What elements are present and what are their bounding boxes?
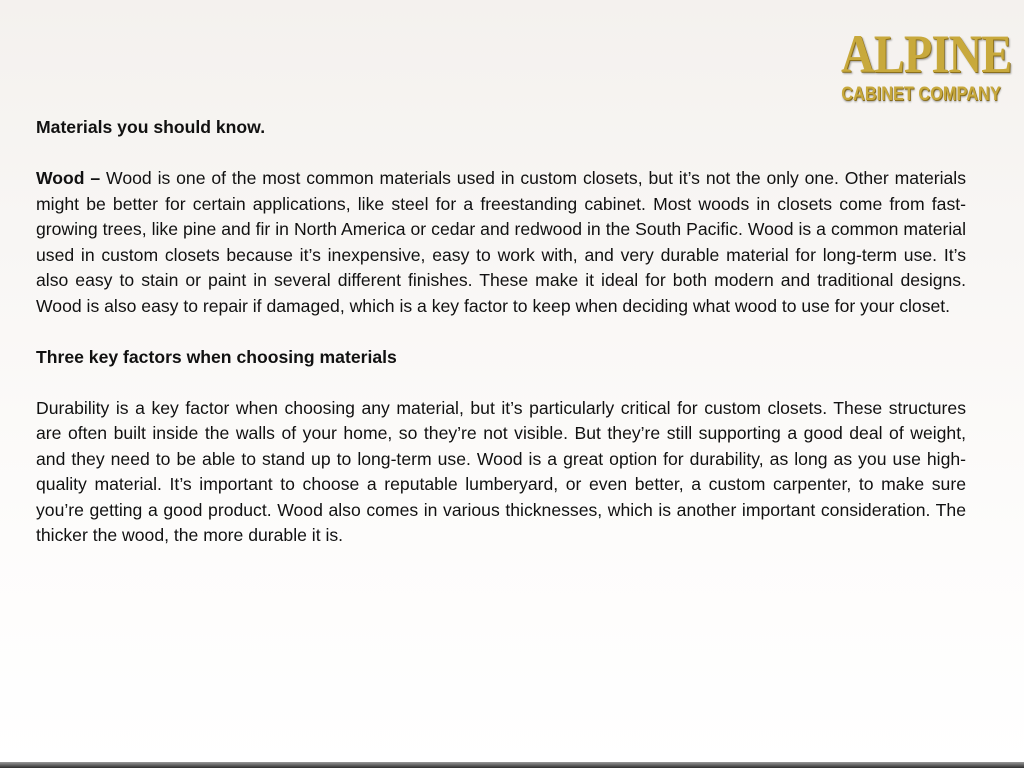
wood-text: Wood is one of the most common materials used in custom closets, but it’s not the only one. Other materials might be better for certain applications, like steel for a freestanding cabinet. Most woods in closets come from fast-growing trees, like pine and fir in North America or cedar and redwood in the South Pacific. Wood is a common material used in custom closets because it’s inexpensive, easy to work with, and very durable material for long-term use. It’s also easy to stain or paint in several different finishes. These make it ideal for both modern and traditional designs. Wood is also easy to repair if damaged, which is a key factor to keep when deciding what wood to use for your closet. bbox=[36, 168, 967, 316]
section-heading-key-factors: Three key factors when choosing materials bbox=[36, 346, 397, 367]
logo-subtitle: CABINET COMPANY bbox=[841, 84, 1001, 105]
wood-paragraph bbox=[36, 166, 966, 319]
durability-paragraph: Durability is a key factor when choosing any material, but it’s particularly critical for custom closets. These structures are often built inside the walls of your home, so they’re not visible. But they’re still supporting a good deal of weight, and they need to be able to stand up to long-term use. Wood is a great option for durability, as long as you use high-quality material. It’s important to choose a reputable lumberyard, or even better, a custom carpenter, to make sure you’re getting a good product. Wood also comes in various thicknesses, which is another important consideration. The thicker the wood, the more durable it is. bbox=[36, 397, 966, 545]
section-heading-materials: Materials you should know. bbox=[36, 117, 266, 137]
wood-term: Wood – bbox=[36, 168, 101, 188]
logo-title: ALPINE bbox=[841, 24, 1012, 84]
document-body bbox=[36, 115, 966, 574]
company-logo bbox=[828, 26, 1014, 114]
bottom-bar bbox=[0, 762, 1024, 768]
